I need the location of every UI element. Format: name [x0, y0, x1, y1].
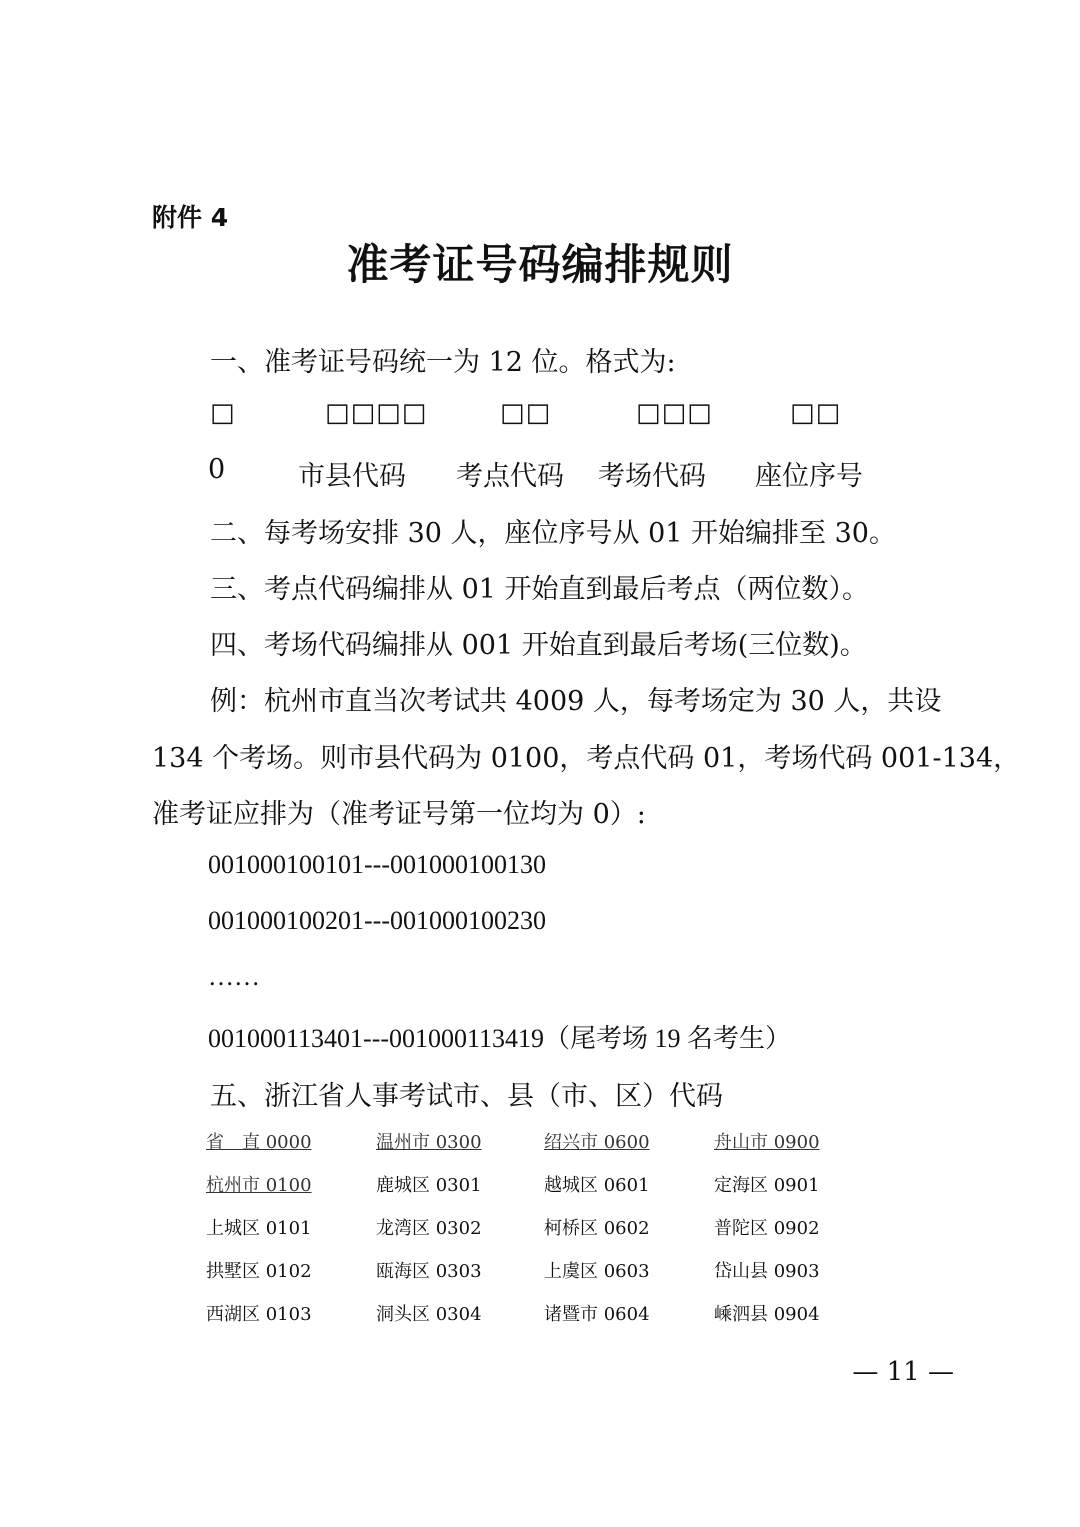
format-box-2: □□ — [500, 398, 552, 428]
page-number: — 11 — — [852, 1357, 954, 1387]
code-ellipsis: …… — [208, 962, 260, 991]
attachment-label: 附件 4 — [152, 203, 229, 232]
region-code-cell: 瓯海区 0303 — [376, 1261, 482, 1282]
region-code-cell: 杭州市 0100 — [206, 1175, 312, 1196]
region-code-cell: 越城区 0601 — [544, 1175, 650, 1196]
code-range-last: 001000113401---001000113419（尾考场 19 名考生） — [208, 1024, 792, 1053]
format-label-1: 市县代码 — [298, 461, 406, 492]
region-code-cell: 普陀区 0902 — [714, 1218, 820, 1239]
format-box-3: □□□ — [636, 398, 713, 428]
region-code-cell: 上城区 0101 — [206, 1218, 312, 1239]
region-code-cell: 嵊泗县 0904 — [714, 1304, 820, 1325]
region-code-cell: 龙湾区 0302 — [376, 1218, 482, 1239]
rule-3: 三、考点代码编排从 01 开始直到最后考点（两位数）。 — [210, 574, 870, 605]
format-box-0: □ — [210, 398, 236, 428]
rule-1: 一、准考证号码统一为 12 位。格式为: — [210, 347, 676, 378]
region-code-cell: 鹿城区 0301 — [376, 1175, 482, 1196]
format-label-4: 座位序号 — [755, 461, 863, 492]
code-range-1: 001000100101---001000100130 — [208, 850, 546, 879]
region-code-cell: 定海区 0901 — [714, 1175, 820, 1196]
region-code-cell: 绍兴市 0600 — [544, 1132, 650, 1153]
region-code-cell: 岱山县 0903 — [714, 1261, 820, 1282]
region-code-cell: 上虞区 0603 — [544, 1261, 650, 1282]
example-line-2: 134 个考场。则市县代码为 0100，考点代码 01，考场代码 001-134， — [152, 743, 1021, 774]
region-code-cell: 诸暨市 0604 — [544, 1304, 650, 1325]
format-box-1: □□□□ — [325, 398, 428, 428]
rule-4: 四、考场代码编排从 001 开始直到最后考场(三位数)。 — [210, 630, 867, 661]
example-line-1: 例：杭州市直当次考试共 4009 人，每考场定为 30 人，共设 — [210, 686, 942, 717]
rule-5: 五、浙江省人事考试市、县（市、区）代码 — [210, 1081, 723, 1112]
document-title: 准考证号码编排规则 — [346, 240, 734, 289]
region-code-cell: 柯桥区 0602 — [544, 1218, 650, 1239]
region-code-cell: 省 直 0000 — [206, 1132, 312, 1153]
format-label-0: 0 — [208, 454, 226, 485]
format-box-4: □□ — [790, 398, 842, 428]
code-range-2: 001000100201---001000100230 — [208, 906, 546, 935]
region-code-cell: 拱墅区 0102 — [206, 1261, 312, 1282]
format-label-3: 考场代码 — [598, 461, 706, 492]
format-label-2: 考点代码 — [456, 461, 564, 492]
example-line-3: 准考证应排为（准考证号第一位均为 0）: — [152, 799, 646, 830]
region-code-cell: 温州市 0300 — [376, 1132, 482, 1153]
rule-2: 二、每考场安排 30 人，座位序号从 01 开始编排至 30。 — [210, 518, 896, 549]
region-code-cell: 洞头区 0304 — [376, 1304, 482, 1325]
region-code-cell: 西湖区 0103 — [206, 1304, 312, 1325]
region-code-cell: 舟山市 0900 — [714, 1132, 820, 1153]
